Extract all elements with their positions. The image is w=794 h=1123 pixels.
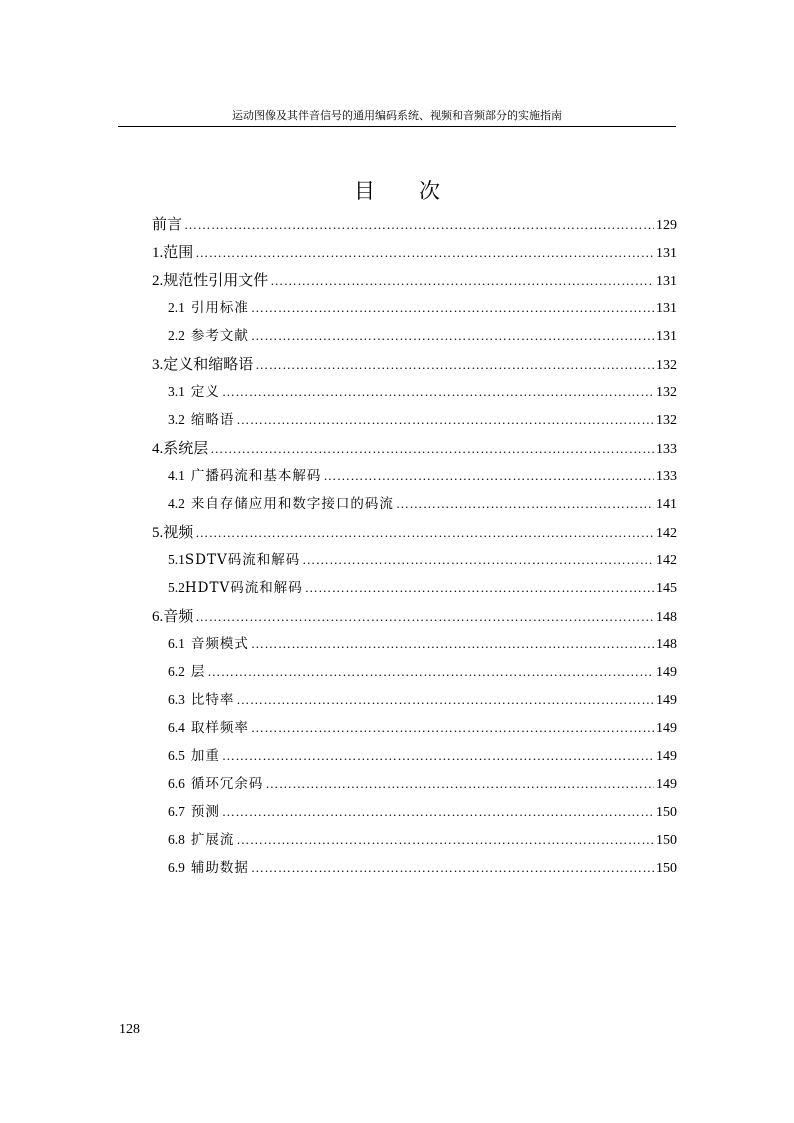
toc-entry-number: 6.9 (168, 860, 185, 875)
toc-entry-title: 缩略语 (190, 412, 235, 428)
toc-entry-number: 6.2 (168, 664, 185, 679)
toc-entry-broadcast-stream[interactable] (152, 462, 677, 490)
toc-entry-page: 150 (656, 833, 677, 848)
toc-entry-video[interactable] (152, 518, 677, 546)
toc-entry-title: 来自存储应用和数字接口的码流 (190, 496, 394, 512)
toc-entry-page: 150 (656, 805, 677, 820)
toc-leader-dots (270, 267, 654, 295)
toc-entry-title: 定义 (190, 384, 220, 400)
table-of-contents (152, 210, 677, 882)
toc-entry-title: 系统层 (163, 439, 209, 457)
toc-leader-dots (222, 742, 654, 770)
toc-entry-bibliography[interactable] (152, 322, 677, 350)
toc-entry-title: 参考文献 (190, 328, 249, 344)
toc-entry-cited-standards[interactable] (152, 294, 677, 322)
toc-entry-extension-stream[interactable] (152, 826, 677, 854)
toc-entry-page: 133 (656, 469, 677, 484)
toc-entry-number: 2. (152, 273, 164, 289)
toc-leader-dots (184, 211, 654, 239)
toc-entry-definitions[interactable] (152, 378, 677, 406)
toc-entry-title: 视频 (163, 523, 194, 541)
toc-entry-page: 141 (656, 497, 677, 512)
toc-entry-page: 148 (656, 637, 677, 652)
toc-entry-title: 引用标准 (190, 300, 249, 316)
toc-entry-title: HDTV码流和解码 (184, 580, 303, 596)
toc-leader-dots (251, 630, 654, 658)
toc-entry-title: 循环冗余码 (190, 776, 264, 792)
toc-entry-page: 131 (656, 301, 677, 316)
toc-entry-number: 1. (152, 245, 164, 261)
toc-leader-dots (222, 798, 654, 826)
toc-entry-page: 142 (656, 526, 677, 541)
toc-entry-title: 扩展流 (190, 832, 235, 848)
toc-entry-page: 131 (656, 329, 677, 344)
toc-entry-number: 6.6 (168, 776, 185, 791)
toc-entry-title: 取样频率 (190, 720, 249, 736)
toc-entry-page: 148 (656, 610, 677, 625)
toc-entry-number: 3. (152, 357, 164, 373)
toc-entry-sdtv[interactable] (152, 546, 677, 574)
toc-entry-page: 131 (656, 274, 677, 289)
toc-leader-dots (195, 519, 654, 547)
toc-entry-system-layer[interactable] (152, 434, 677, 462)
toc-leader-dots (251, 294, 654, 322)
toc-entry-abbreviations[interactable] (152, 406, 677, 434)
toc-entry-title: 范围 (163, 243, 194, 261)
toc-entry-title: 定义和缩略语 (163, 355, 254, 373)
page-number: 128 (119, 1022, 140, 1037)
toc-leader-dots (251, 322, 654, 350)
toc-entry-page: 132 (656, 358, 677, 373)
toc-entry-title: 层 (190, 664, 206, 680)
toc-entry-number: 5.2 (168, 580, 185, 595)
toc-leader-dots (255, 351, 654, 379)
toc-entry-audio[interactable] (152, 602, 677, 630)
toc-leader-dots (236, 406, 654, 434)
toc-entry-title: 音频模式 (190, 636, 249, 652)
toc-entry-emphasis[interactable] (152, 742, 677, 770)
toc-entry-number: 4.1 (168, 468, 185, 483)
toc-entry-page: 149 (656, 777, 677, 792)
toc-entry-foreword[interactable] (152, 210, 677, 238)
toc-entry-page: 142 (656, 553, 677, 568)
toc-leader-dots (236, 826, 654, 854)
toc-entry-hdtv[interactable] (152, 574, 677, 602)
toc-entry-number: 6.3 (168, 692, 185, 707)
toc-leader-dots (236, 686, 654, 714)
toc-entry-crc[interactable] (152, 770, 677, 798)
header-rule (118, 126, 676, 127)
toc-entry-number: 5.1 (168, 552, 185, 567)
toc-leader-dots (251, 714, 654, 742)
toc-leader-dots (305, 574, 654, 602)
toc-entry-ancillary-data[interactable] (152, 854, 677, 882)
toc-entry-scope[interactable] (152, 238, 677, 266)
toc-entry-number: 2.1 (168, 300, 185, 315)
toc-entry-layer[interactable] (152, 658, 677, 686)
toc-entry-page: 132 (656, 385, 677, 400)
toc-entry-page: 133 (656, 442, 677, 457)
toc-entry-number: 6.7 (168, 804, 185, 819)
toc-entry-page: 149 (656, 721, 677, 736)
running-header: 运动图像及其伴音信号的通用编码系统、视频和音频部分的实施指南 (232, 109, 562, 122)
toc-entry-page: 131 (656, 246, 677, 261)
toc-title: 目次 (354, 179, 484, 203)
toc-leader-dots (195, 603, 654, 631)
toc-entry-page: 145 (656, 581, 677, 596)
toc-entry-title: 规范性引用文件 (163, 271, 269, 289)
toc-entry-number: 5. (152, 525, 164, 541)
toc-entry-number: 6.1 (168, 636, 185, 651)
toc-entry-normative-references[interactable] (152, 266, 677, 294)
toc-entry-bit-rate[interactable] (152, 686, 677, 714)
toc-entry-storage-stream[interactable] (152, 490, 677, 518)
toc-leader-dots (302, 546, 654, 574)
toc-entry-prediction[interactable] (152, 798, 677, 826)
toc-entry-number: 2.2 (168, 328, 185, 343)
toc-entry-number: 3.2 (168, 412, 185, 427)
toc-entry-page: 149 (656, 749, 677, 764)
toc-entry-page: 149 (656, 693, 677, 708)
toc-entry-number: 6.4 (168, 720, 185, 735)
toc-entry-audio-mode[interactable] (152, 630, 677, 658)
toc-leader-dots (210, 435, 654, 463)
toc-entry-number: 6.8 (168, 832, 185, 847)
toc-leader-dots (222, 378, 654, 406)
toc-entry-page: 149 (656, 665, 677, 680)
toc-entry-number: 4. (152, 441, 164, 457)
toc-entry-title: 音频 (163, 607, 194, 625)
toc-leader-dots (207, 658, 654, 686)
toc-entry-title: 比特率 (190, 692, 235, 708)
toc-entry-title: 前言 (152, 215, 183, 233)
toc-leader-dots (265, 770, 654, 798)
toc-leader-dots (396, 490, 654, 518)
toc-entry-number: 3.1 (168, 384, 185, 399)
toc-entry-title: SDTV码流和解码 (184, 552, 301, 568)
toc-entry-title: 辅助数据 (190, 860, 249, 876)
toc-entry-number: 4.2 (168, 496, 185, 511)
toc-entry-title: 加重 (190, 748, 220, 764)
toc-entry-page: 132 (656, 413, 677, 428)
toc-entry-title: 广播码流和基本解码 (190, 468, 322, 484)
toc-leader-dots (251, 854, 654, 882)
toc-entry-number: 6.5 (168, 748, 185, 763)
toc-leader-dots (195, 239, 654, 267)
toc-entry-sampling-frequency[interactable] (152, 714, 677, 742)
toc-entry-number: 6. (152, 609, 164, 625)
toc-entry-title: 预测 (190, 804, 220, 820)
toc-entry-page: 129 (656, 218, 677, 233)
toc-entry-definitions-abbreviations[interactable] (152, 350, 677, 378)
toc-leader-dots (323, 462, 654, 490)
toc-entry-page: 150 (656, 861, 677, 876)
